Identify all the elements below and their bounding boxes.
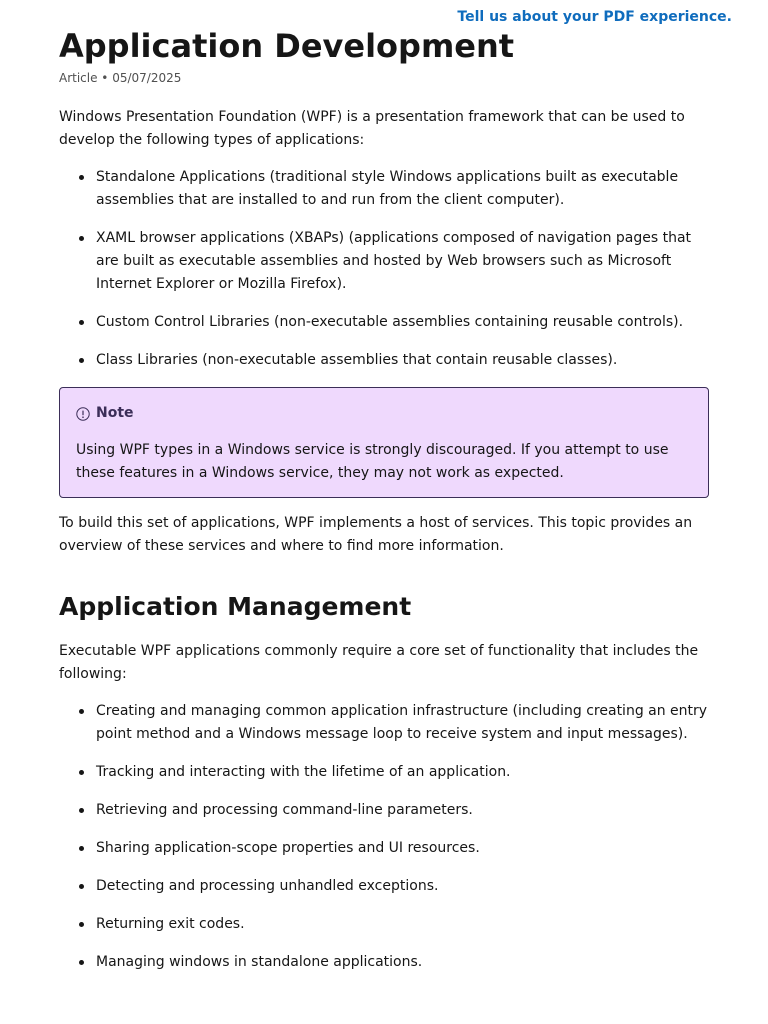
pdf-feedback-link[interactable]: Tell us about your PDF experience. [457, 9, 732, 25]
app-types-list [59, 166, 709, 372]
list-item: Returning exit codes. [96, 913, 709, 936]
list-item: Class Libraries (non-executable assemblies that contain reusable classes). [96, 349, 709, 372]
list-item: Detecting and processing unhandled exceptions. [96, 875, 709, 898]
list-item: Sharing application-scope properties and UI resources. [96, 837, 709, 860]
list-item: Creating and managing common application infrastructure (including creating an entry point method and a Windows message loop to receive system and input messages). [96, 700, 709, 746]
list-item: Custom Control Libraries (non-executable assemblies containing reusable controls). [96, 311, 709, 334]
note-callout [59, 387, 709, 498]
intro-paragraph: Windows Presentation Foundation (WPF) is a presentation framework that can be used to develop the following types of applications: [59, 109, 685, 148]
list-item: XAML browser applications (XBAPs) (applications composed of navigation pages that are built as executable assemblies and hosted by Web browsers such as Microsoft Internet Explorer or Mozilla Firefox). [96, 227, 709, 296]
section-heading: Application Management [59, 592, 412, 621]
list-item: Tracking and interacting with the lifetime of an application. [96, 761, 709, 784]
list-item: Managing windows in standalone applications. [96, 951, 709, 974]
note-text: Using WPF types in a Windows service is strongly discouraged. If you attempt to use these features in a Windows service, they may not work as expected. [76, 442, 669, 481]
management-list [59, 700, 709, 974]
article-meta: Article • 05/07/2025 [59, 71, 182, 85]
services-paragraph: To build this set of applications, WPF implements a host of services. This topic provides an overview of these services and where to find more information. [59, 515, 693, 554]
section-intro: Executable WPF applications commonly require a core set of functionality that includes the following: [59, 643, 699, 682]
list-item: Standalone Applications (traditional style Windows applications built as executable assemblies that are installed to and run from the client computer). [96, 166, 709, 212]
info-circle-icon [76, 407, 90, 421]
note-title: Note [96, 405, 134, 421]
list-item: Retrieving and processing command-line parameters. [96, 799, 709, 822]
note-header [76, 402, 692, 425]
page-title: Application Development [59, 27, 515, 65]
article-content [59, 26, 709, 989]
